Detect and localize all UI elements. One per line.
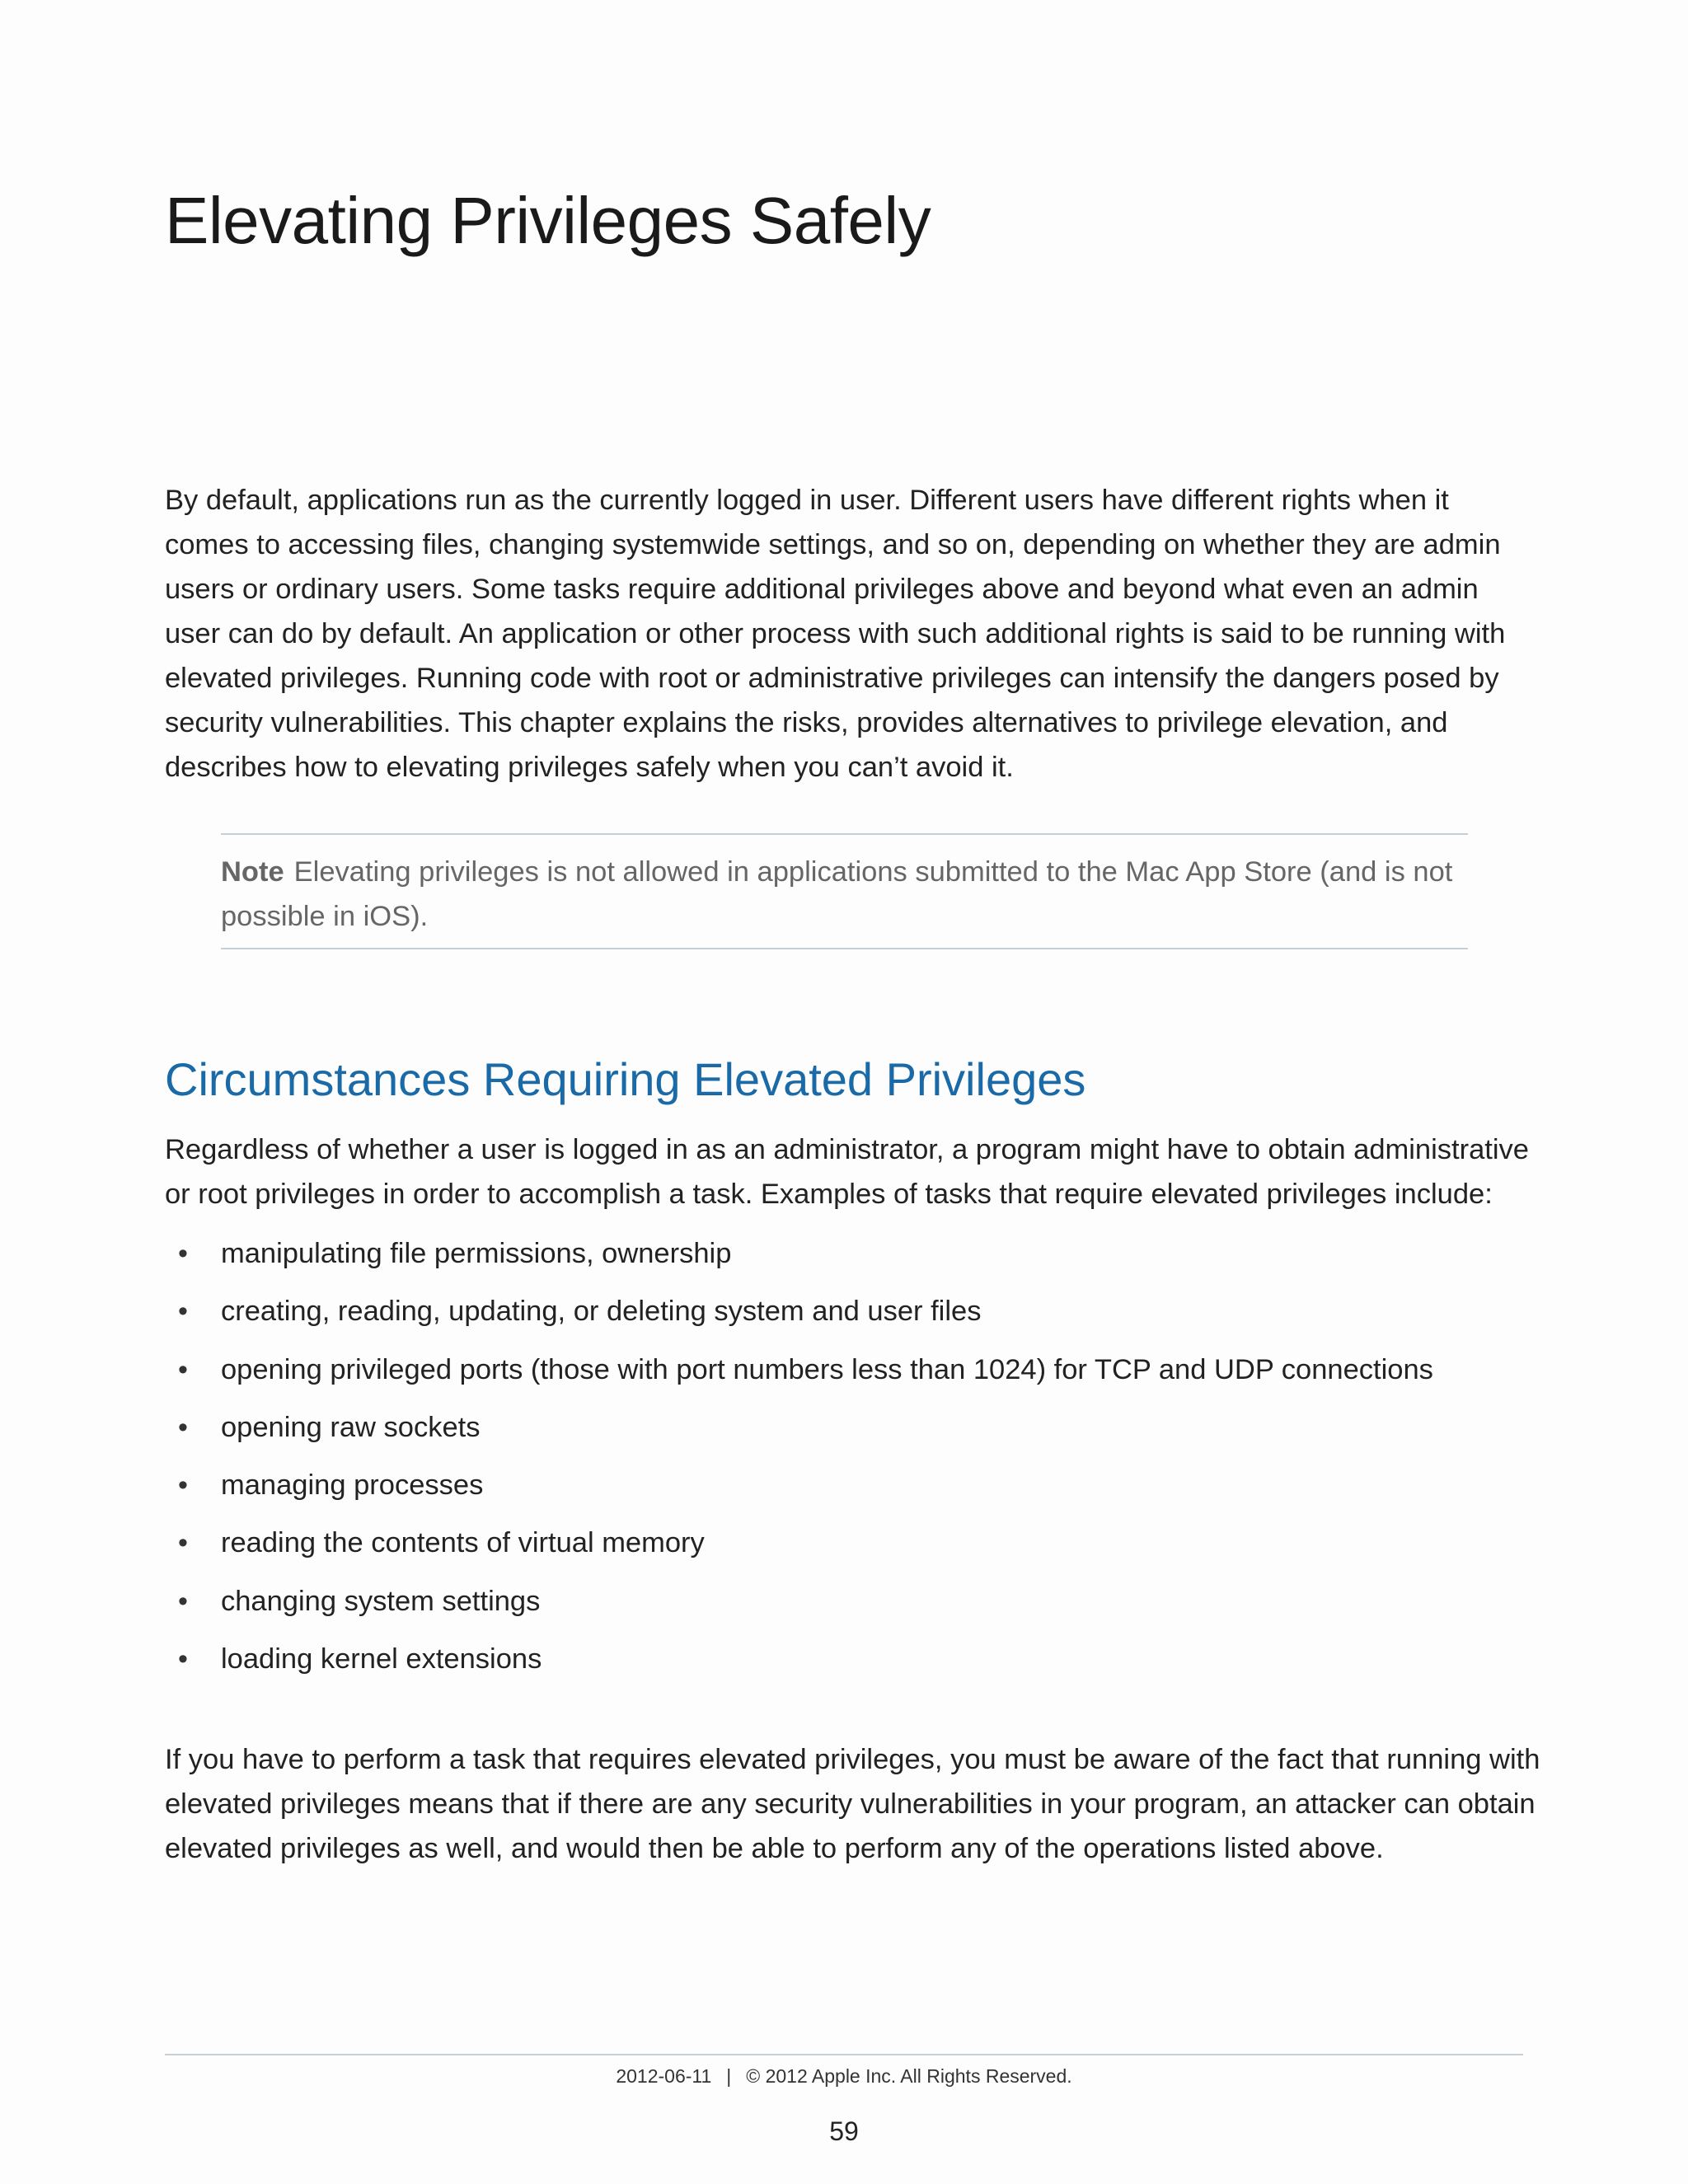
list-item-text: changing system settings bbox=[221, 1585, 541, 1617]
section-intro-paragraph: Regardless of whether a user is logged in as an administrator, a program might have to obtain administrative or root privileges in order to accomplish a task. Examples of tasks that require elevated privileges include: bbox=[165, 1134, 1529, 1210]
footer-copyright: © 2012 Apple Inc. All Rights Reserved. bbox=[746, 2065, 1072, 2087]
list-item bbox=[165, 1521, 1533, 1578]
note-text-block bbox=[221, 850, 1468, 939]
list-item bbox=[165, 1463, 1533, 1521]
bullet-icon: • bbox=[178, 1411, 188, 1443]
list-item bbox=[165, 1289, 1533, 1347]
footer-date: 2012-06-11 bbox=[616, 2065, 712, 2087]
list-item bbox=[165, 1231, 1533, 1289]
bullet-icon: • bbox=[178, 1353, 188, 1385]
section-heading: Circumstances Requiring Elevated Privileges bbox=[165, 1053, 1086, 1105]
bullet-icon: • bbox=[178, 1527, 188, 1559]
bullet-icon: • bbox=[178, 1469, 188, 1502]
footer-separator: | bbox=[726, 2065, 732, 2087]
list-item-text: manipulating file permissions, ownership bbox=[221, 1238, 732, 1269]
page-number: 59 bbox=[829, 2116, 859, 2146]
page-title: Elevating Privileges Safely bbox=[165, 184, 931, 257]
list-item-text: reading the contents of virtual memory bbox=[221, 1527, 705, 1559]
privilege-task-list bbox=[165, 1231, 1533, 1694]
list-item-text: opening raw sockets bbox=[221, 1411, 481, 1443]
footer bbox=[0, 2065, 1688, 2088]
list-item-text: loading kernel extensions bbox=[221, 1643, 542, 1675]
note-body: Elevating privileges is not allowed in applications submitted to the Mac App Store (and is not possible in iOS). bbox=[221, 856, 1453, 932]
note-box bbox=[221, 833, 1468, 949]
list-item bbox=[165, 1579, 1533, 1637]
intro-paragraph: By default, applications run as the currently logged in user. Different users have different rights when it comes to accessing files, changing systemwide settings, and so on, depending on whether they are admin users or ordinary users. Some tasks require additional privileges above and beyond what even an admin user can do by default. An application or other process with such additional rights is said to be running with elevated privileges. Running code with root or administrative privileges can intensify the dangers posed by security vulnerabilities. This chapter explains the risks, provides alternatives to privilege elevation, and describes how to elevating privileges safely when you can’t avoid it. bbox=[165, 485, 1506, 783]
note-label: Note bbox=[221, 856, 284, 888]
bullet-icon: • bbox=[178, 1643, 188, 1675]
bullet-icon: • bbox=[178, 1296, 188, 1328]
list-item bbox=[165, 1637, 1533, 1694]
footer-divider bbox=[165, 2054, 1523, 2055]
list-item bbox=[165, 1347, 1533, 1405]
list-item-text: creating, reading, updating, or deleting system and user files bbox=[221, 1296, 982, 1328]
bullet-icon: • bbox=[178, 1238, 188, 1269]
list-item bbox=[165, 1405, 1533, 1463]
list-item-text: opening privileged ports (those with port numbers less than 1024) for TCP and UDP connections bbox=[221, 1353, 1433, 1385]
bullet-icon: • bbox=[178, 1585, 188, 1617]
closing-paragraph: If you have to perform a task that requires elevated privileges, you must be aware of the fact that running with elevated privileges means that if there are any security vulnerabilities in your program, an attacker can obtain elevated privileges as well, and would then be able to perform any of the operations listed above. bbox=[165, 1744, 1540, 1864]
list-item-text: managing processes bbox=[221, 1469, 484, 1502]
